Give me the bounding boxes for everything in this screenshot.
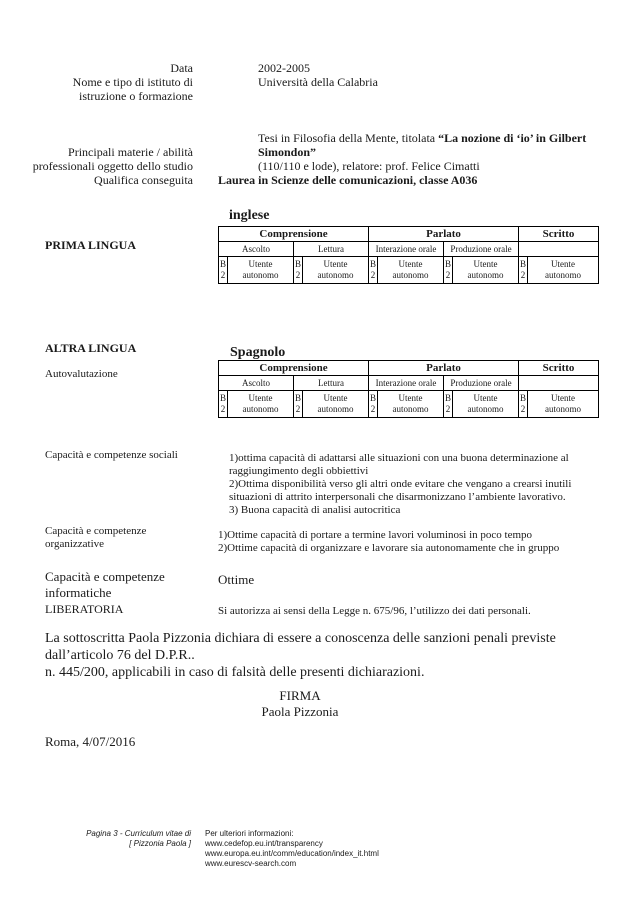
level-desc: Utente autonomo [453,257,519,284]
footer-page-info: Pagina 3 - Curriculum vitae di [ Pizzonia Paola ] [86,829,191,848]
level-desc: Utente autonomo [303,391,369,418]
other-language-name: Spagnolo [230,345,286,360]
level-desc: Utente autonomo [228,391,294,418]
header-parlato: Parlato [369,361,519,376]
level-code: B 2 [219,391,228,418]
organizational-skills-text: 1)Ottime capacità di portare a termine lavori voluminosi in poco tempo 2)Ottime capacità di organizzare e lavorare sia autonomamente che in gruppo [218,529,560,554]
footer-link[interactable]: www.europa.eu.int/comm/education/index_it.html [205,849,379,858]
first-language-table [218,226,599,284]
computer-skills-value: Ottime [218,572,255,587]
social-skills-text: 1)ottima capacità di adattarsi alle situazioni con una buona determinazione al raggiungimento degli obbiettivi 2)Ottima disponibilità verso gli altri onde evitare che vengano a crearsi inutili situazioni di attrito interpersonali che disarmonizzano l’ambiente lavorativo. 3) Buona capacità di analisi autocritica [229,452,572,516]
first-language-name: inglese [229,208,270,223]
self-assessment-label: Autovalutazione [45,368,118,380]
institute-label: Nome e tipo di istituto di istruzione o formazione [72,75,193,103]
qualification-value: Laurea in Scienze delle comunicazioni, classe A036 [218,173,478,187]
footer-link[interactable]: www.eurescv-search.com [205,859,297,868]
subheader-ascolto: Ascolto [219,376,294,391]
thesis-text: Tesi in Filosofia della Mente, titolata “La nozione di ‘io’ in Gilbert Simondon” (110/110 e lode), relatore: prof. Felice Cimatti [258,131,587,173]
header-comprensione: Comprensione [219,361,369,376]
other-language-section-label: ALTRA LINGUA [45,341,137,355]
level-desc: Utente autonomo [528,391,599,418]
subheader-produzione-orale: Produzione orale [444,242,519,257]
release-label: LIBERATORIA [45,602,124,616]
declaration-text: La sottoscritta Paola Pizzonia dichiara di essere a conoscenza delle sanzioni penali previste dall’articolo 76 del D.P.R.. n. 445/200, applicabili in caso di falsità delle presenti dichiarazioni. [45,631,556,680]
qualification-label: Qualifica conseguita [94,173,193,187]
subheader-lettura: Lettura [294,376,369,391]
subheader-interazione-orale: Interazione orale [369,376,444,391]
subheader-ascolto: Ascolto [219,242,294,257]
subheader-interazione-orale: Interazione orale [369,242,444,257]
signature-block [200,688,400,720]
subheader-lettura: Lettura [294,242,369,257]
level-desc: Utente autonomo [378,391,444,418]
level-code: B 2 [519,257,528,284]
level-code: B 2 [294,391,303,418]
level-code: B 2 [369,391,378,418]
date-value: 2002-2005 [258,61,310,75]
header-parlato: Parlato [369,227,519,242]
level-code: B 2 [294,257,303,284]
footer-link[interactable]: www.cedefop.eu.int/transparency [205,839,323,848]
level-desc: Utente autonomo [228,257,294,284]
subheader-empty [519,376,599,391]
level-code: B 2 [219,257,228,284]
footer-links: Per ulteriori informazioni: www.cedefop.eu.int/transparency www.europa.eu.int/comm/education/index_it.html www.eurescv-search.com [205,829,465,869]
signature-title: FIRMA [279,688,321,703]
level-desc: Utente autonomo [453,391,519,418]
header-scritto: Scritto [519,227,599,242]
social-skills-label: Capacità e competenze sociali [45,449,178,461]
subheader-produzione-orale: Produzione orale [444,376,519,391]
subjects-label: Principali materie / abilità professionali oggetto dello studio [32,145,193,173]
subheader-empty [519,242,599,257]
release-text: Si autorizza ai sensi della Legge n. 675/96, l’utilizzo dei dati personali. [218,605,531,617]
header-scritto: Scritto [519,361,599,376]
header-comprensione: Comprensione [219,227,369,242]
first-language-section-label: PRIMA LINGUA [45,238,137,252]
level-code: B 2 [444,391,453,418]
institute-value: Università della Calabria [258,75,378,89]
place-date: Roma, 4/07/2016 [45,734,136,749]
signature-name: Paola Pizzonia [261,704,339,719]
level-code: B 2 [519,391,528,418]
level-desc: Utente autonomo [528,257,599,284]
level-code: B 2 [444,257,453,284]
level-code: B 2 [369,257,378,284]
other-language-table [218,360,599,418]
computer-skills-label: Capacità e competenze informatiche [45,569,165,600]
date-label: Data [170,61,193,75]
level-desc: Utente autonomo [303,257,369,284]
organizational-skills-label: Capacità e competenze organizzative [45,525,147,550]
level-desc: Utente autonomo [378,257,444,284]
